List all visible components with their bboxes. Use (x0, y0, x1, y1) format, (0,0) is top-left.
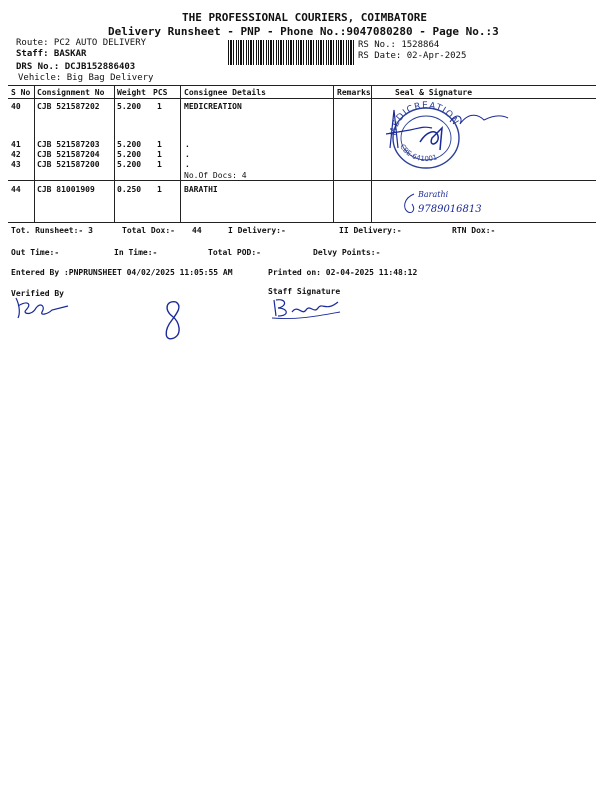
total-dox-value: 44 (192, 226, 202, 235)
col-divider (114, 86, 115, 222)
in-time: In Time:- (114, 248, 158, 257)
row-consignee: . (185, 150, 190, 159)
row-weight: 5.200 (117, 140, 142, 149)
row-weight: 5.200 (117, 160, 142, 169)
company-seal-stamp (380, 98, 520, 176)
rs-date: RS Date: 02-Apr-2025 (358, 51, 467, 61)
col-divider (333, 86, 334, 222)
svg-text:MEDICREATION: MEDICREATION (388, 100, 461, 137)
verifier-signature (12, 292, 74, 324)
route-text: Route: PC2 AUTO DELIVERY (16, 38, 147, 48)
row-consignment: CJB 521587204 (37, 150, 100, 159)
runsheet-subtitle: Delivery Runsheet - PNP - Phone No.:9047080280 - Page No.:3 (108, 25, 499, 38)
row-consignment: CJB 521587203 (37, 140, 100, 149)
row-consignee: . (185, 160, 190, 169)
handwriting-flourish (400, 190, 420, 216)
verified-by-label: Verified By (11, 289, 64, 298)
row-pcs: 1 (157, 140, 162, 149)
row-consignee: . (185, 140, 190, 149)
row-weight: 5.200 (117, 102, 142, 111)
printed-on: Printed on: 02-04-2025 11:48:12 (268, 268, 418, 277)
row-consignment: CJB 521587200 (37, 160, 100, 169)
header-pcs: PCS (153, 88, 168, 97)
header-seal: Seal & Signature (395, 88, 473, 97)
header-weight: Weight (117, 88, 146, 97)
delvy-points: Delvy Points:- (313, 248, 381, 257)
rtn-dox: RTN Dox:- (452, 226, 496, 235)
handwritten-receiver-phone: 9789016813 (418, 204, 482, 215)
row-weight: 0.250 (117, 185, 142, 194)
i-delivery: I Delivery:- (228, 226, 286, 235)
tot-runsheet: Tot. Runsheet:- 3 (11, 226, 93, 235)
header-remarks: Remarks (337, 88, 371, 97)
row-sno: 40 (11, 102, 21, 111)
row-pcs: 1 (157, 160, 162, 169)
staff-text: Staff: BASKAR (16, 49, 87, 59)
total-dox-label: Total Dox:- (122, 226, 175, 235)
ii-delivery: II Delivery:- (339, 226, 402, 235)
svg-text:CBE-641001: CBE-641001 (398, 142, 439, 164)
table-bottom-rule (8, 222, 596, 223)
row-pcs: 1 (157, 102, 162, 111)
total-pod: Total POD:- (208, 248, 261, 257)
company-title: THE PROFESSIONAL COURIERS, COIMBATORE (182, 11, 428, 24)
entered-by: Entered By :PNPRUNSHEET 04/02/2025 11:05:55 AM (11, 268, 233, 277)
col-divider (34, 86, 35, 222)
row-sno: 41 (11, 140, 21, 149)
row-pcs: 1 (157, 185, 162, 194)
row-consignment: CJB 81001909 (37, 185, 95, 194)
row-pcs: 1 (157, 150, 162, 159)
no-of-docs: No.Of Docs: 4 (184, 171, 247, 180)
row-weight: 5.200 (117, 150, 142, 159)
drs-number: DRS No.: DCJB152886403 (16, 62, 136, 72)
header-sno: S No (11, 88, 31, 97)
row-separator (8, 180, 596, 181)
rs-number: RS No.: 1528864 (358, 40, 440, 50)
col-divider (180, 86, 181, 222)
handwritten-receiver-name: Barathi (418, 190, 449, 199)
table-top-rule (8, 85, 596, 86)
row-consignment: CJB 521587202 (37, 102, 100, 111)
staff-signature-mark (268, 294, 344, 322)
staff-signature-label: Staff Signature (268, 287, 341, 296)
header-consignment: Consignment No (37, 88, 105, 97)
row-consignee: MEDICREATION (184, 102, 242, 111)
out-time: Out Time:- (11, 248, 60, 257)
row-consignee: BARATHI (184, 185, 218, 194)
header-consignee: Consignee Details (184, 88, 266, 97)
vehicle-text: Vehicle: Big Bag Delivery (18, 73, 154, 83)
barcode-icon (228, 40, 354, 65)
row-sno: 42 (11, 150, 21, 159)
col-divider (371, 86, 372, 222)
row-sno: 44 (11, 185, 21, 194)
handwritten-number-8 (158, 298, 188, 344)
row-sno: 43 (11, 160, 21, 169)
